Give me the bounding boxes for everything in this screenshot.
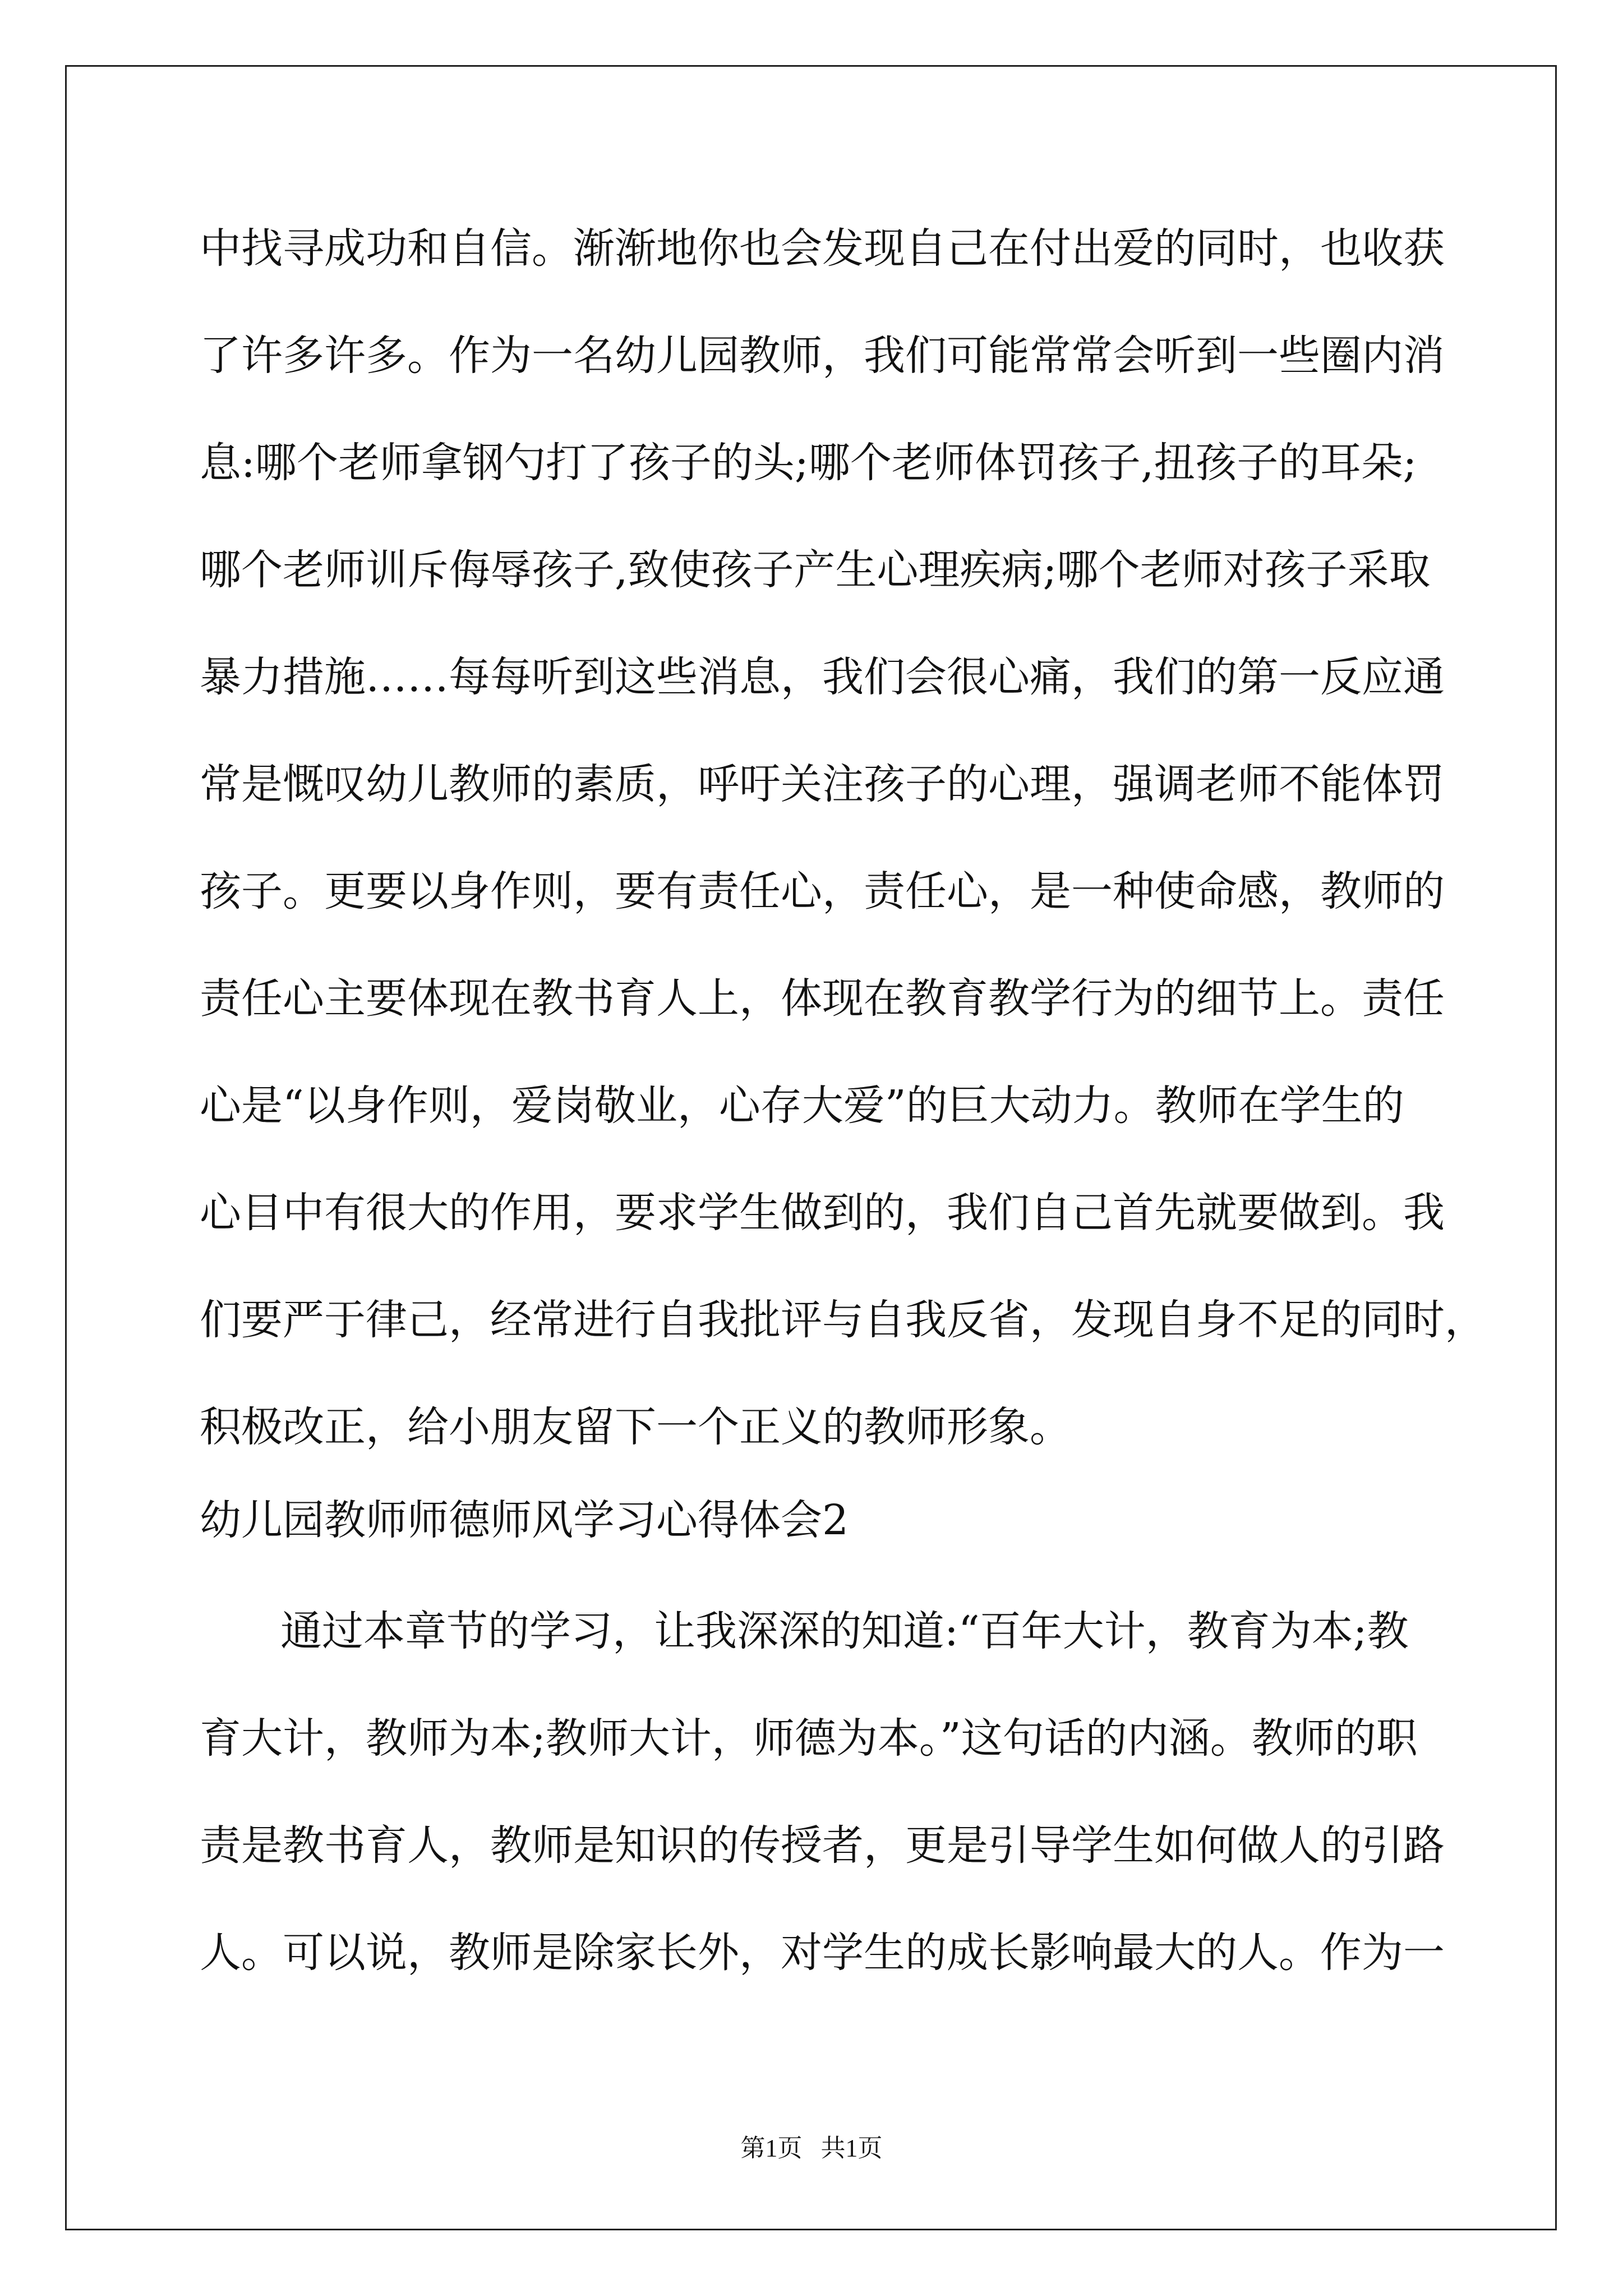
text-line: 了许多许多。作为一名幼儿园教师，我们可能常常会听到一些圈内消 (200, 332, 1445, 380)
text-line: 心目中有很大的作用，要求学生做到的，我们自己首先就要做到。我 (200, 1189, 1445, 1237)
text-line: 常是慨叹幼儿教师的素质，呼吁关注孩子的心理，强调老师不能体罚 (200, 760, 1445, 808)
text-line: 人。可以说，教师是除家长外，对学生的成长影响最大的人。作为一 (200, 1929, 1445, 1977)
text-line: 暴力措施……每每听到这些消息，我们会很心痛，我们的第一反应通 (200, 653, 1445, 701)
text-line: 通过本章节的学习，让我深深的知道:“百年大计，教育为本;教 (280, 1607, 1409, 1655)
text-line: 心是“以身作则，爱岗敬业，心存大爱”的巨大动力。教师在学生的 (200, 1082, 1404, 1130)
section-title: 幼儿园教师师德师风学习心得体会2 (200, 1496, 849, 1544)
text-line: 中找寻成功和自信。渐渐地你也会发现自己在付出爱的同时，也收获 (200, 224, 1445, 273)
text-line: 责任心主要体现在教书育人上，体现在教育教学行为的细节上。责任 (200, 974, 1445, 1023)
text-line: 哪个老师训斥侮辱孩子,致使孩子产生心理疾病;哪个老师对孩子采取 (200, 546, 1431, 594)
text-line: 们要严于律己，经常进行自我批评与自我反省，发现自身不足的同时， (200, 1296, 1486, 1344)
text-line: 息:哪个老师拿钢勺打了孩子的头;哪个老师体罚孩子,扭孩子的耳朵; (200, 439, 1417, 487)
page-footer: 第1页 共1页 (740, 2134, 883, 2162)
text-line: 责是教书育人，教师是知识的传授者，更是引导学生如何做人的引路 (200, 1821, 1445, 1870)
text-line: 孩子。更要以身作则，要有责任心，责任心，是一种使命感，教师的 (200, 867, 1445, 915)
text-line: 育大计，教师为本;教师大计，师德为本。”这句话的内涵。教师的职 (200, 1714, 1418, 1763)
text-line: 积极改正，给小朋友留下一个正义的教师形象。 (200, 1403, 1071, 1451)
page-border (65, 65, 1557, 2230)
